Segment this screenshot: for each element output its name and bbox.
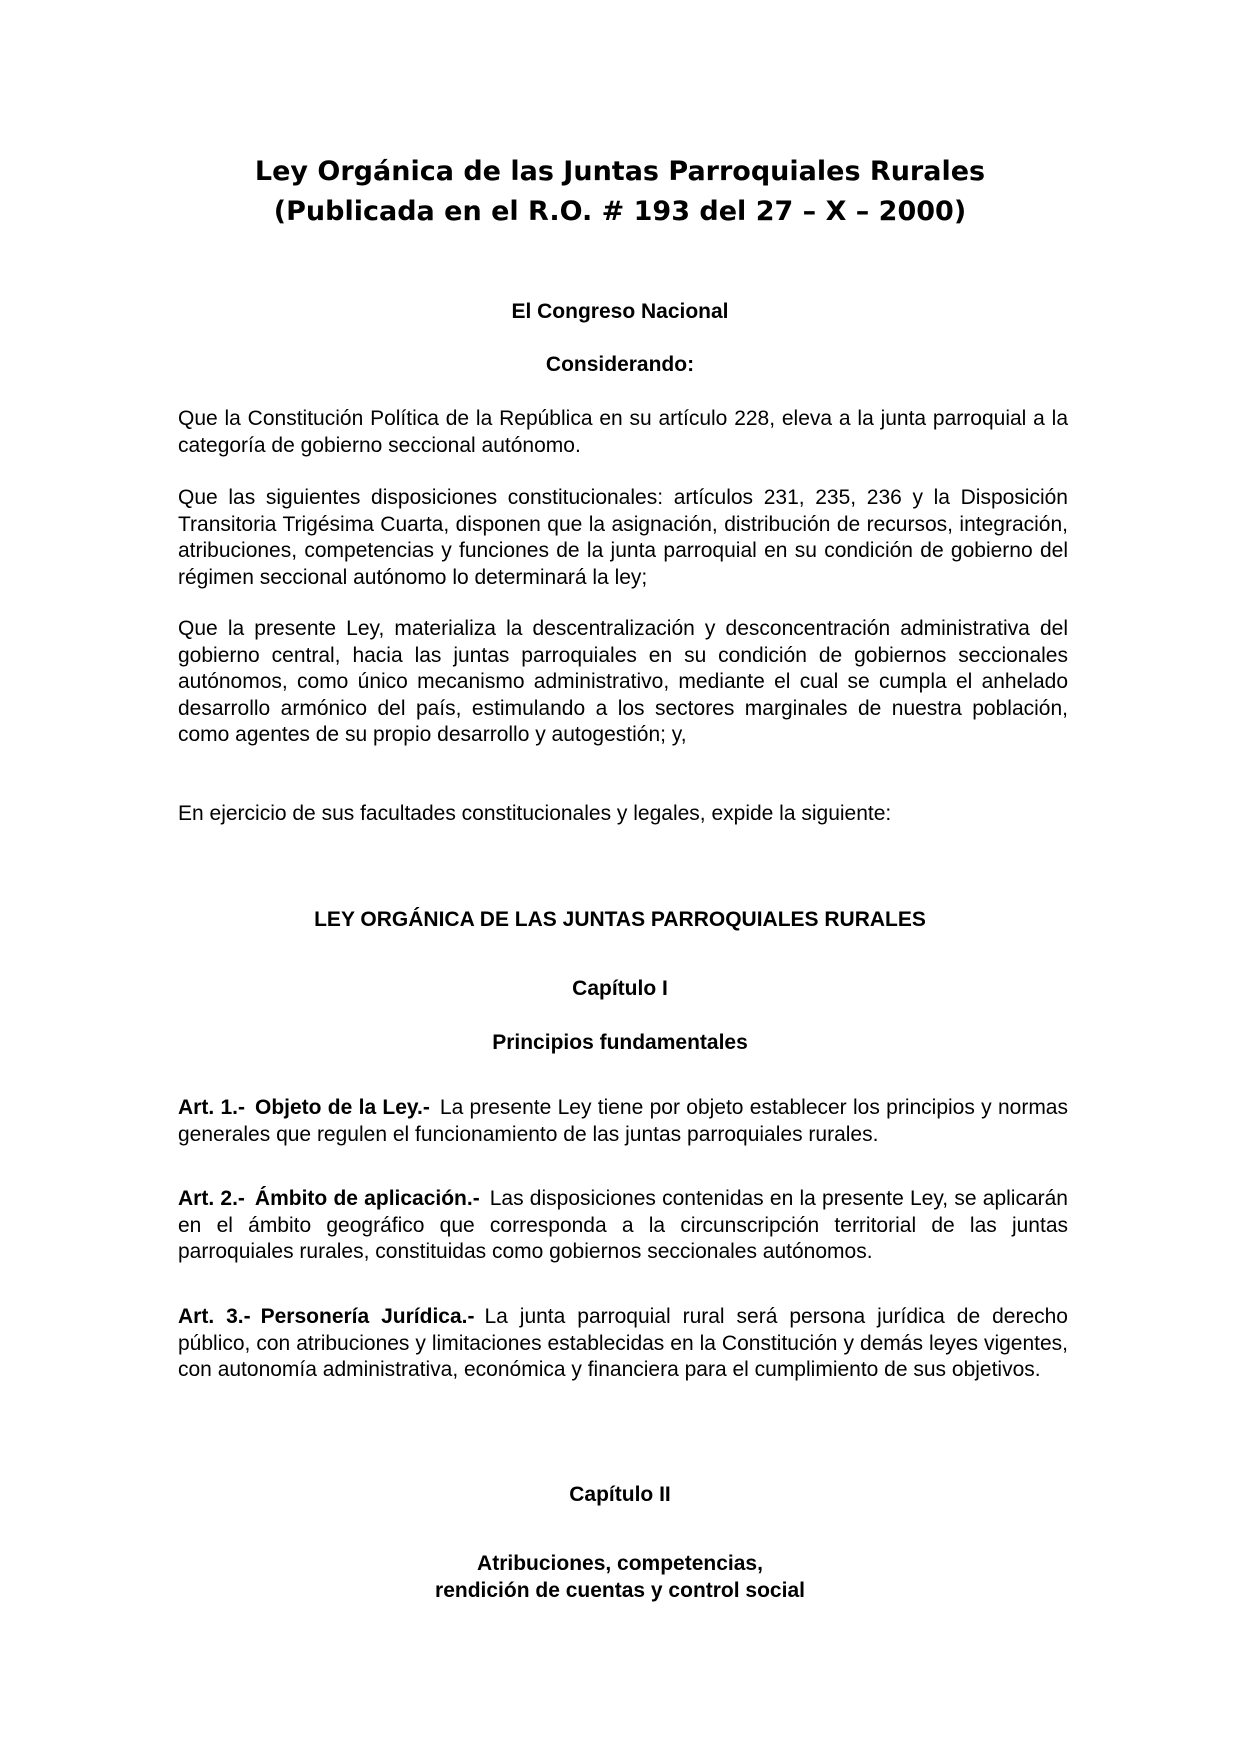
article-1: [178, 1095, 1068, 1148]
chapter-2-label: Capítulo II: [569, 1483, 671, 1506]
document-title-line1: Ley Orgánica de las Juntas Parroquiales Rurales: [254, 156, 986, 187]
recital-4: En ejercicio de sus facultades constitucionales y legales, expide la siguiente:: [178, 802, 892, 825]
law-heading: LEY ORGÁNICA DE LAS JUNTAS PARROQUIALES RURALES: [314, 908, 926, 931]
article-3-heading: Personería Jurídica.-: [260, 1305, 475, 1328]
chapter-2-title-line1: Atribuciones, competencias,: [477, 1552, 763, 1575]
document-title-line2: (Publicada en el R.O. # 193 del 27 – X – 2000): [273, 196, 967, 227]
article-3-text: La junta parroquial rural será persona jurídica de derecho público, con atribuciones y limitaciones establecidas en la Constitución y demás leyes vigentes, con autonomía administrativa, económica y financiera para el cumplimiento de sus objetivos.: [178, 1305, 1068, 1381]
chapter-1-title: Principios fundamentales: [492, 1031, 748, 1054]
article-1-number: Art. 1.-: [178, 1096, 245, 1119]
article-3: [178, 1304, 1068, 1384]
issuer-heading: El Congreso Nacional: [511, 300, 729, 323]
recital-1: Que la Constitución Política de la República en su artículo 228, eleva a la junta parroquial a la categoría de gobierno seccional autónomo.: [178, 407, 1068, 457]
considerando-heading: Considerando:: [545, 353, 695, 376]
article-1-text: La presente Ley tiene por objeto establecer los principios y normas generales que regulen el funcionamiento de las juntas parroquiales rurales.: [178, 1096, 1068, 1146]
chapter-1-label: Capítulo I: [572, 977, 668, 1000]
recital-3: Que la presente Ley, materializa la descentralización y desconcentración administrativa del gobierno central, hacia las juntas parroquiales en su condición de gobiernos seccionales autónomos, como único mecanismo administrativo, mediante el cual se cumpla el anhelado desarrollo armónico del país, estimulando a los sectores marginales de nuestra población, como agentes de su propio desarrollo y autogestión; y,: [178, 617, 1068, 746]
chapter-2-title-line2: rendición de cuentas y control social: [435, 1579, 805, 1602]
article-2: [178, 1186, 1068, 1266]
article-3-number: Art. 3.-: [178, 1305, 251, 1328]
article-2-number: Art. 2.-: [178, 1187, 245, 1210]
article-2-heading: Ámbito de aplicación.-: [254, 1187, 480, 1210]
article-1-heading: Objeto de la Ley.-: [254, 1096, 430, 1119]
recital-2: Que las siguientes disposiciones constitucionales: artículos 231, 235, 236 y la Disposición Transitoria Trigésima Cuarta, disponen que la asignación, distribución de recursos, integración, atribuciones, competencias y funciones de la junta parroquial en su condición de gobierno del régimen seccional autónomo lo determinará la ley;: [178, 486, 1068, 589]
article-2-text: Las disposiciones contenidas en la presente Ley, se aplicarán en el ámbito geográfico que corresponda a la circunscripción territorial de las juntas parroquiales rurales, constituidas como gobiernos seccionales autónomos.: [178, 1187, 1068, 1263]
